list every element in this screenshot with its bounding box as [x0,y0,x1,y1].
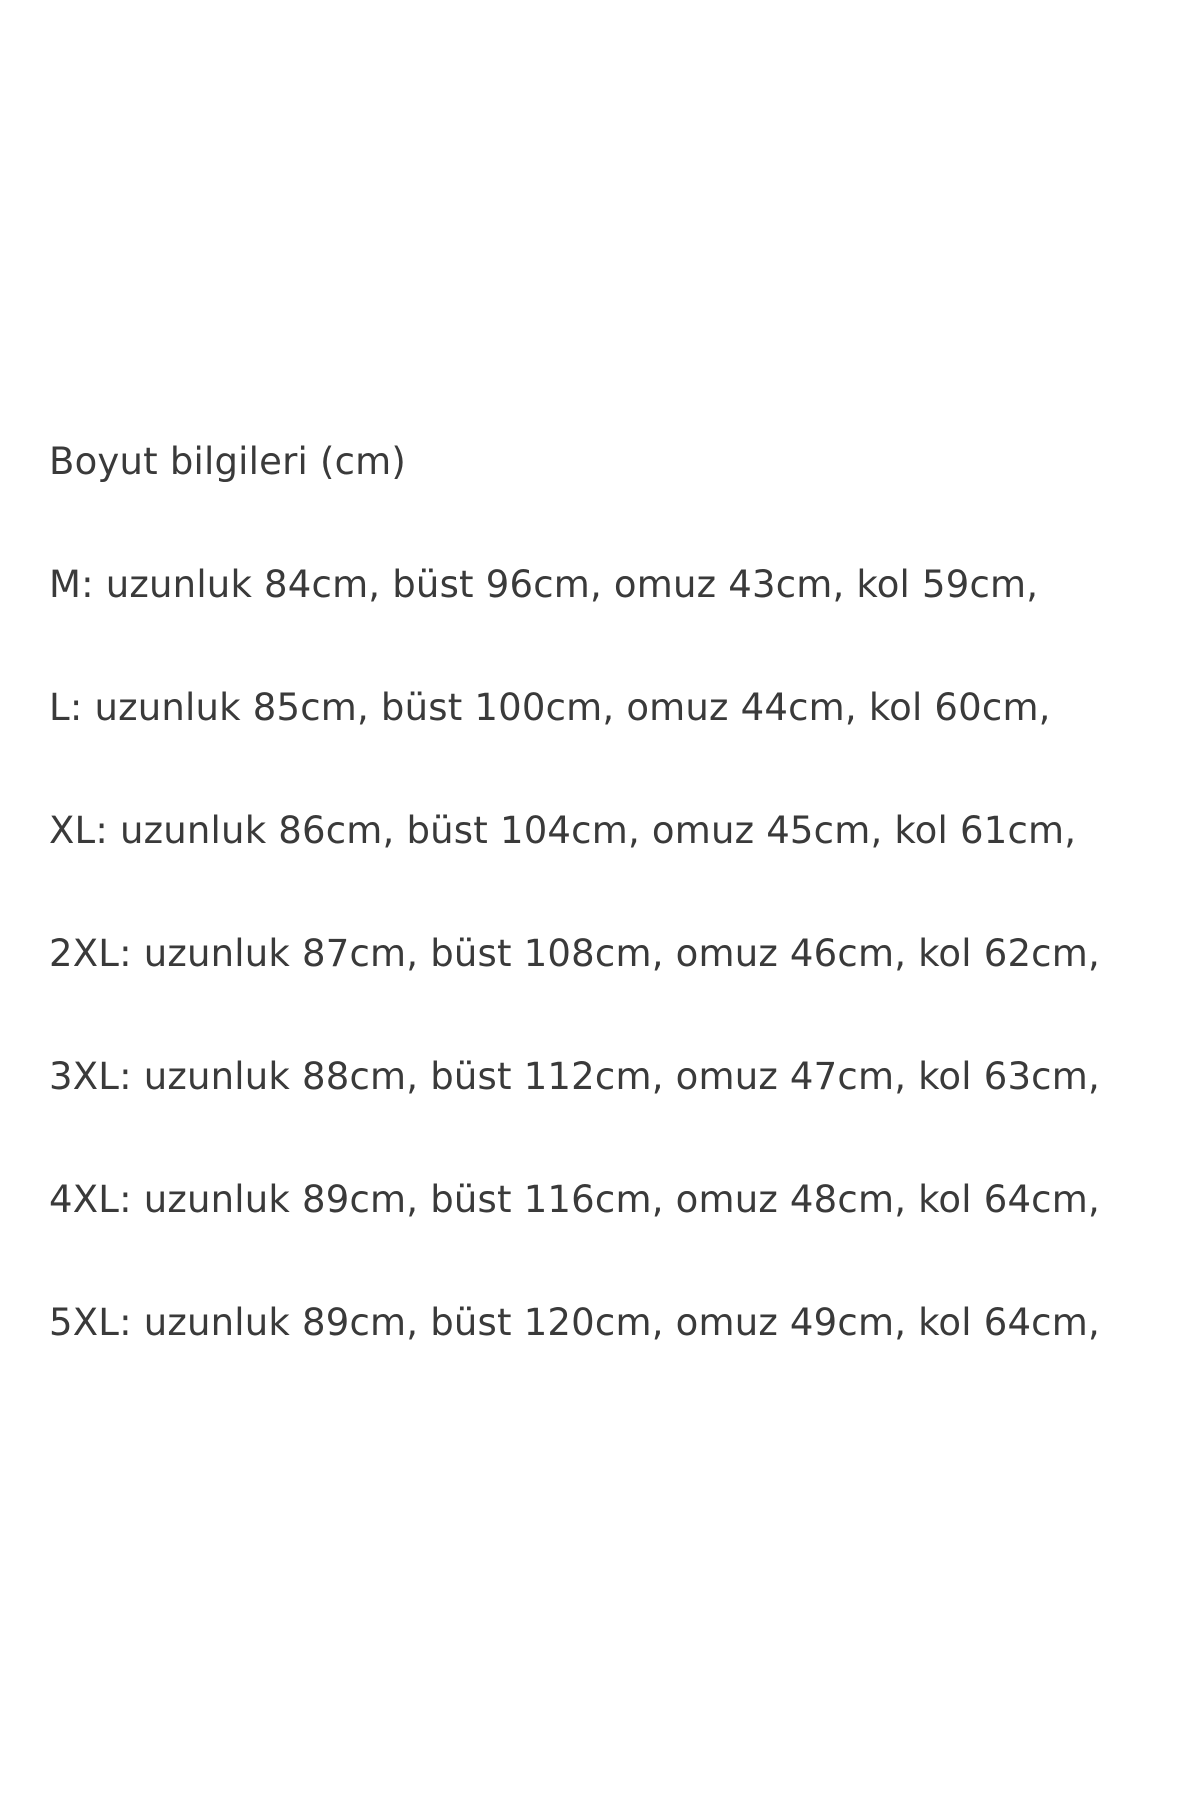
size-row-2xl: 2XL: uzunluk 87cm, büst 108cm, omuz 46cm, kol 62cm, [49,932,1100,975]
size-row-xl: XL: uzunluk 86cm, büst 104cm, omuz 45cm, kol 61cm, [49,809,1077,852]
size-row-l: L: uzunluk 85cm, büst 100cm, omuz 44cm, kol 60cm, [49,686,1051,729]
size-info-title: Boyut bilgileri (cm) [49,440,406,483]
size-info-section [49,440,1169,1345]
size-list [49,563,1169,1345]
size-row-5xl: 5XL: uzunluk 89cm, büst 120cm, omuz 49cm, kol 64cm, [49,1301,1100,1344]
size-row-4xl: 4XL: uzunluk 89cm, büst 116cm, omuz 48cm, kol 64cm, [49,1178,1100,1221]
size-row-3xl: 3XL: uzunluk 88cm, büst 112cm, omuz 47cm, kol 63cm, [49,1055,1100,1098]
size-row-m: M: uzunluk 84cm, büst 96cm, omuz 43cm, kol 59cm, [49,563,1039,606]
